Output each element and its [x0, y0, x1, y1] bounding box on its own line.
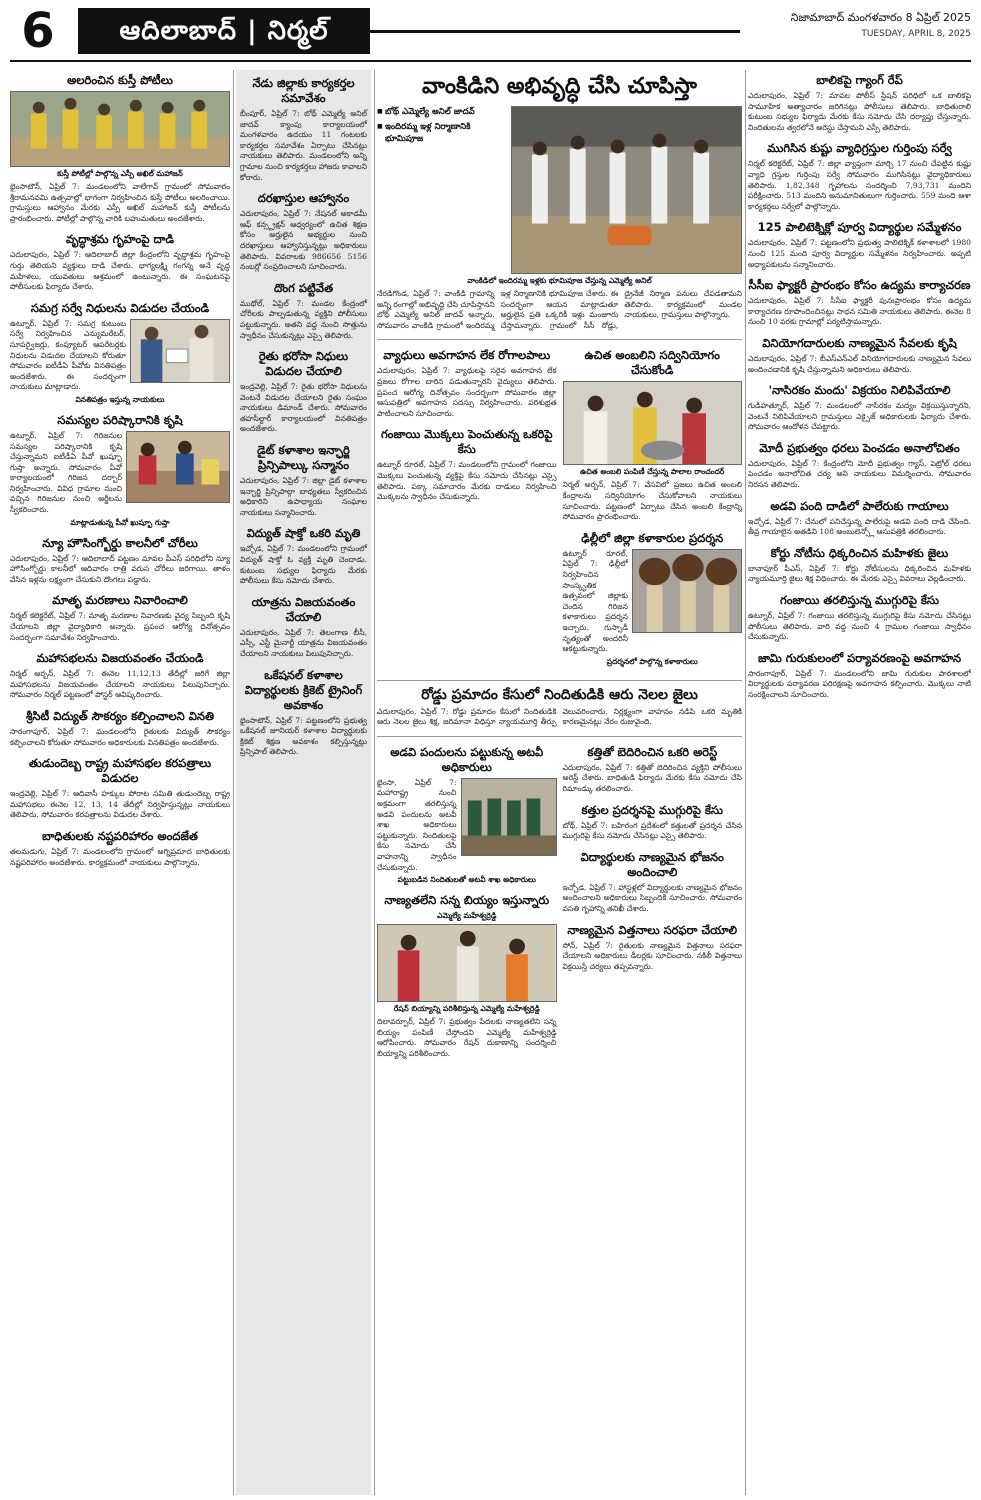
story-ganja-transport [748, 593, 971, 643]
divider [377, 680, 742, 681]
story-body: ఇంద్రవెల్లి, ఏప్రిల్ 7: రైతు భరోసా నిధులను వెంటనే విడుదల చేయాలని రైతు సంఘం నాయకులు డిమాండ్ చేశారు. సోమవారం తహసీల్దార్ కార్యాలయంలో వినతిపత్రం అందజేశారు. [240, 382, 367, 434]
story-body: నిర్మల్ కలెక్టరేట్, ఏప్రిల్ 7: మాతృ మరణాల నివారణకు వైద్య సిబ్బంది కృషి చేయాలని జిల్లా వైద్యాధికారి అన్నారు. ప్రపంచ ఆరోగ్య దినోత్సవం సందర్భంగా సమావేశం నిర్వహించారు. [10, 611, 230, 642]
headline: జామి గురుకులంలో పర్యావరణంపై అవగాహన [757, 650, 962, 665]
story-body: నిర్మల్ అర్బన్, ఏప్రిల్ 7: వేసవిలో ప్రజలు ఉచిత అంబలి కేంద్రాలను సద్వినియోగం చేసుకోవాలని నాయకులు సూచించారు. పట్టణంలో ఏర్పాటు చేసిన అంబలి కేంద్రాన్ని సోమవారం ప్రారంభించారు. [562, 480, 742, 522]
masthead-rule [370, 30, 740, 33]
story-body: ఎదులాపురం, ఏప్రిల్ 7: రోడ్డు ప్రమాదం కేసులో నిందితుడికి ఆరు నెలల జైలు శిక్ష, జరిమానా విధిస్తూ న్యాయమూర్తి తీర్పు వెలువరించారు. నిర్లక్ష్యంగా వాహనం నడిపి ఒకరి మృతికి కారణమైనట్లు నేరం రుజువైంది. [377, 706, 742, 727]
headline: ఉచిత అంబలిని సద్వినియోగం చేసుకోండి [584, 348, 721, 378]
headline: గంజాయి తరలిస్తున్న ముగ్గురిపై కేసు [780, 593, 939, 608]
headline: అడవి పందులను పట్టుకున్న అటవీ అధికారులు [390, 744, 544, 774]
brief-yatra [240, 595, 367, 660]
story-fine-rice [377, 893, 557, 1059]
story-accident-verdict [377, 686, 742, 728]
headline: మోదీ ప్రభుత్వం ధరలు పెంచడం అనాలోచితం [759, 440, 960, 455]
story-body: తలమడుగు, ఏప్రిల్ 7: మండలంలోని గ్రామంలో అగ్నిప్రమాద బాధితులకు నష్టపరిహారం అందజేశారు. కార్యక్రమంలో నాయకులు పాల్గొన్నారు. [10, 846, 230, 867]
highlight-item: ■ ఇందిరమ్మ ఇళ్ల నిర్మాణానికి భూమిపూజ [377, 121, 505, 145]
story-body: బానాపూర్ పీఎస్, ఏప్రిల్ 7: కోర్టు నోటీసులను ధిక్కరించిన మహిళకు న్యాయమూర్తి జైలు శిక్ష విధించారు. ఈ మేరకు ఎస్సై వివరాలు వెల్లడించారు. [748, 563, 971, 584]
story-body: ఎదులాపురం, ఏప్రిల్ 7: ఆదిలాబాద్ జిల్లా కేంద్రంలోని వృద్ధాశ్రమ గృహంపై గుర్తు తెలియని వ్యక్తులు దాడి చేశారు. భాగ్యలక్ష్మి గంగన్న అనే వృద్ధ మహిళలు, యువతులు ఆశ్రమంలో ఉంటున్నారు. ఈ సంఘటనపై పోలీసులకు ఫిర్యాదు చేశారు. [10, 250, 230, 292]
story-diseases [377, 348, 557, 419]
page-number: 6 [21, 3, 55, 59]
story-body: ఎదులాపురం, ఏప్రిల్ 7: బీఎస్ఎన్ఎల్ వినియోగదారులకు నాణ్యమైన సేవలు అందించడానికి కృషి చేస్తున్నామని అధికారులు తెలిపారు. [748, 353, 971, 374]
story-thefts [10, 536, 230, 586]
story-body: ఇచ్చోడ, ఏప్రిల్ 7: మండలంలోని గ్రామంలో విద్యుత్ షాక్తో ఓ వ్యక్తి మృతి చెందాడు. కుటుంబ సభ్యుల ఫిర్యాదు మేరకు పోలీసులు కేసు నమోదు చేశారు. [240, 544, 367, 586]
sub-headline: ఎమ్మెల్యే మహేశ్వర్రెడ్డి [437, 911, 497, 921]
headline: న్యూ హౌసింగ్బోర్డు కాలనీలో చోరీలు [42, 535, 198, 550]
headline: నేడు జిల్లాకు కార్యకర్తల సమావేశం [252, 76, 355, 105]
row-health-ambali [377, 345, 742, 674]
memorandum-photo [130, 319, 230, 383]
brief-thief-caught [240, 281, 367, 341]
story-body: భైంసా, ఏప్రిల్ 7: మహారాష్ట్ర నుంచి అక్రమంగా తరలిస్తున్న అడవి పందులను అటవీ శాఖ అధికారులు పట్టుకున్నారు. నిందితులపై కేసు నమోదు చేసి వాహనాన్ని స్వాధీనం చేసుకున్నారు. [377, 777, 457, 872]
column-1 [10, 70, 230, 1495]
story-delhi-artists [563, 531, 743, 667]
story-body: ముథోల్, ఏప్రిల్ 7: మండల కేంద్రంలో చోరీలకు పాల్పడుతున్న వ్యక్తిని పోలీసులు పట్టుకున్నారు. అతని వద్ద నుంచి సొత్తును స్వాధీనం చేసుకున్నట్లు ఎస్సై తెలిపారు. [240, 298, 367, 340]
headline: విద్యుత్ షాక్తో ఒకరి మృతి [246, 526, 361, 541]
headline: ఒకేషనల్ కళాశాల విద్యార్థులకు క్రికెట్ ట్రైనింగ్ అవకాశం [244, 667, 363, 712]
story-wrestling [10, 73, 230, 224]
headline: యాత్రను విజయవంతం చేయాలి [251, 594, 356, 624]
headline: సీసీఐ ఫ్యాక్టరీ ప్రారంభం కోసం ఉద్యమ కార్యాచరణ [748, 278, 971, 293]
story-body: బీంపూర్, ఏప్రిల్ 7: బోథ్ ఎమ్మెల్యే అనిల్ జాదవ్ క్యాంపు కార్యాలయంలో మంగళవారం ఉదయం 11 గంటలకు కార్యకర్తల సమావేశం ఏర్పాటు చేసినట్లు నాయకులు తెలిపారు. మండలంలోని అన్ని గ్రామాల నుంచి కార్యకర్తలు హాజరు కావాలని కోరారు. [240, 109, 367, 182]
photo-caption: రేషన్ బియ్యాన్ని పరిశీలిస్తున్న ఎమ్మెల్యే మహేశ్వర్రెడ్డి [393, 1004, 540, 1014]
forest-officials-photo [461, 778, 557, 856]
highlight-item: ■ బోథ్ ఎమ్మెల్యే అనిల్ జాదవ్ [377, 106, 505, 118]
headline: ఢిల్లీలో జిల్లా కళాకారుల ప్రదర్శన [581, 530, 724, 545]
headline: నాణ్యమైన విత్తనాలు సరఫరా చేయాలి [567, 922, 738, 937]
story-gang-rape [748, 73, 971, 133]
headline: ముగిసిన కుష్టు వ్యాధిగ్రస్తుల గుర్తింపు సర్వే [767, 141, 952, 156]
story-knife-display [563, 803, 743, 842]
story-body: ఎదులాపురం, ఏప్రిల్ 7: సీసీఐ ఫ్యాక్టరీ పునఃప్రారంభం కోసం ఉద్యమ కార్యాచరణ రూపొందించినట్లు సాధన సమితి నాయకులు తెలిపారు. ఈనెల 8 నుంచి 10 వరకు గ్రామాల్లో పర్యటిస్తామన్నారు. [748, 296, 971, 327]
lead-photo [511, 106, 742, 274]
column-divider [233, 70, 234, 1495]
po-meeting-photo [126, 431, 230, 503]
story-body: ఉట్నూర్, ఏప్రిల్ 7: గిరిజనుల సమస్యల పరిష్కారానికి కృషి చేస్తున్నామని ఐటీడీఏ పీవో ఖుష్బూ గుప్తా అన్నారు. సోమవారం పీవో కార్యాలయంలో గిరిజన దర్బార్ నిర్వహించారు. వివిధ గ్రామాల నుంచి వచ్చిన గిరిజనుల నుంచి అర్జీలను స్వీకరించారు. [10, 430, 122, 515]
headline: శ్రీసిటీ విద్యుత్ సౌకర్యం కల్పించాలని వినతి [26, 709, 214, 723]
story-body: ఎదులాపురం, ఏప్రిల్ 7: ఆదిలాబాద్ పట్టణం మావల పీఎస్ పరిధిలోని న్యూ హౌసింగ్బోర్డు కాలనీలో ఆదివారం రాత్రి వరుస చోరీలు జరిగాయి. తాళం వేసిన ఇళ్లను లక్ష్యంగా చేసుకుని దొంగలు పడ్డారు. [10, 553, 230, 584]
column-4 [748, 70, 971, 1495]
story-liquor [748, 383, 971, 433]
headline: అడవి పంది దాడిలో పాలేరుకు గాయాలు [770, 498, 949, 513]
headline: నాణ్యతలేని సన్న బియ్యం ఇస్తున్నారు [384, 893, 550, 908]
brief-diet-principal [240, 443, 367, 518]
story-bsnl [748, 336, 971, 375]
row-boars-rice [377, 742, 742, 1068]
story-body: నేరడిగొండ, ఏప్రిల్ 7: వాంకిడి గ్రామాన్ని అన్ని రంగాల్లో అభివృద్ధి చేసి చూపిస్తానని బోథ్ ఎమ్మెల్యే అనిల్ జాదవ్ అన్నారు. సోమవారం వాంకిడి గ్రామంలో ఇందిరమ్మ ఇళ్ల నిర్మాణానికి భూమిపూజ చేశారు. ఈ సందర్భంగా ఆయన మాట్లాడుతూ అర్హులైన ప్రతి ఒక్కరికీ ఇళ్లు మంజూరు చేస్తామన్నారు. గ్రామంలో సీసీ రోడ్లు, డ్రైనేజీ నిర్మాణ పనులు చేపడతామని తెలిపారు. కార్యక్రమంలో మండల నాయకులు, గ్రామస్తులు పాల్గొన్నారు. [377, 289, 742, 330]
brief-meeting [240, 76, 367, 183]
photo-caption: కుస్తీ పోటీల్లో పాల్గొన్న ఎస్పీ అఖిల్ మహాజన్ [57, 169, 183, 178]
masthead [0, 0, 981, 64]
headline: అలరించిన కుస్తీ పోటీలు [67, 73, 173, 87]
dateline [791, 10, 971, 42]
story-survey-funds [10, 301, 230, 405]
story-body: సోన్, ఏప్రిల్ 7: రైతులకు నాణ్యమైన విత్తనాలు సరఫరా చేయాలని అధికారులు డీలర్లకు సూచించారు. నకిలీ విత్తనాలు విక్రయిస్తే చర్యలు తప్పవన్నారు. [562, 940, 742, 971]
story-body: నిర్మల్ కలెక్టరేట్, ఏప్రిల్ 7: జిల్లా వ్యాప్తంగా మార్చి 17 నుంచి చేపట్టిన కుష్టు వ్యాధి గ్రస్తుల గుర్తింపు సర్వే సోమవారం ముగిసినట్లు వైద్యాధికారులు తెలిపారు. 1,82,348 గృహాలను సందర్శించి 7,93,731 మందిని పరీక్షించారు. 513 మందిని అనుమానితులుగా గుర్తించారు. 559 మంది ఆశా కార్యకర్తలు సర్వేలో పాల్గొన్నారు. [748, 159, 971, 211]
story-body: నిర్మల్ అర్బన్, ఏప్రిల్ 7: ఈనెల 11,12,13 తేదీల్లో జరిగే జిల్లా మహాసభలను విజయవంతం చేయాలని నాయకులు పిలుపునిచ్చారు. సోమవారం నిర్మల్ పట్టణంలో పోస్టర్ ఆవిష్కరించారు. [10, 669, 230, 700]
headline: బాధితులకు నష్టపరిహారం అందజేత [42, 828, 198, 843]
wrestling-photo [10, 91, 230, 167]
story-grievances [10, 413, 230, 528]
story-body: ఎదులాపురం, ఏప్రిల్ 7: మావల పోలీస్ స్టేషన్ పరిధిలో ఒక బాలికపై సామూహిక అత్యాచారం జరిగినట్లు పోలీసులు తెలిపారు. బాధితురాలి కుటుంబ సభ్యుల ఫిర్యాదు మేరకు కేసు నమోదు చేసి దర్యాప్తు చేస్తున్నారు. నిందితులను త్వరలోనే అరెస్టు చేస్తామని ఎస్పీ తెలిపారు. [748, 91, 971, 132]
photo-caption: వాంకిడిలో ఇందిరమ్మ ఇళ్లకు భూమిపూజ చేస్తున్న ఎమ్మెల్యే అనిల్ [467, 276, 652, 285]
story-wild-boars [377, 745, 557, 885]
photo-caption: పట్టుబడిన నిందితులతో అటవీ శాఖ అధికారులు [397, 875, 536, 885]
photo-caption: ప్రదర్శనలో పాల్గొన్న కళాకారులు [606, 656, 698, 666]
story-conference [10, 651, 230, 701]
photo-caption: ఉచిత అంబలి పంపిణీ చేస్తున్న పాలాల రాంచందర్ [580, 467, 725, 477]
story-body: ఉట్నూర్, ఏప్రిల్ 7: గంజాయి తరలిస్తున్న ముగ్గురిపై కేసు నమోదు చేసినట్లు పోలీసులు తెలిపారు. వారి వద్ద నుంచి 4 గ్రాముల గంజాయి స్వాధీనం చేసుకున్నారు. [748, 611, 971, 642]
story-body: ఎదులాపురం, ఏప్రిల్ 7: కేంద్రంలోని మోదీ ప్రభుత్వం గ్యాస్, పెట్రోల్ ధరలు పెంచడం అనాలోచిత చర్య అని నాయకులు విమర్శించారు. సోమవారం నిరసన తెలిపారు. [748, 458, 971, 490]
headline: రోడ్డు ప్రమాదం కేసులో నిందితుడికి ఆరు నెలల జైలు [421, 686, 698, 703]
masthead-bottom-rule [10, 60, 971, 62]
headline: వృద్ధాశ్రమ గృహంపై దాడి [65, 232, 175, 247]
story-body: ఎదులాపురం, ఏప్రిల్ 7: వ్యాధులపై సరైన అవగాహన లేక ప్రజలు రోగాల బారిన పడుతున్నారని వైద్యులు తెలిపారు. ప్రపంచ ఆరోగ్య దినోత్సవం సందర్భంగా సోమవారం జిల్లా ఆసుపత్రిలో అవగాహన సదస్సు నిర్వహించారు. పరిశుభ్రత పాటించాలని సూచించారు. [377, 366, 557, 418]
story-body: ఎదులాపురం, ఏప్రిల్ 7: కత్తితో బెదిరించిన వ్యక్తిని పోలీసులు అరెస్ట్ చేశారు. బాధితుడి ఫిర్యాదు మేరకు కేసు నమోదు చేసి రిమాండ్కు తరలించారు. [562, 762, 742, 794]
story-body: ఇచ్చోడ, ఏప్రిల్ 7: హాస్టళ్లలో విద్యార్థులకు నాణ్యమైన భోజనం అందించాలని అధికారులు సిబ్బందికి సూచించారు. సోమవారం వసతి గృహాన్ని తనిఖీ చేశారు. [562, 882, 742, 914]
story-body: ఎదులాపురం, ఏప్రిల్ 7: పట్టణంలోని ప్రభుత్వ పాలిటెక్నిక్ కళాశాలలో 1980 నుంచి 125 మంది పూర్వ విద్యార్థుల సమ్మేళనం నిర్వహించారు. అప్పటి అధ్యాపకులను సన్మానించారు. [748, 238, 971, 269]
headline: కత్తుల ప్రదర్శనపై ముగ్గురిపై కేసు [581, 802, 723, 817]
artists-photo [632, 549, 742, 633]
column-divider [745, 70, 746, 1495]
column-3 [377, 70, 742, 1495]
story-hostel-food [563, 850, 743, 915]
lead-story [377, 72, 742, 331]
story-body: గుడిహత్నూర్, ఏప్రిల్ 7: మండలంలో నాసిరకం మద్యం విక్రయిస్తున్నారని, వెంటనే నిలిపివేయాలని గ్రామస్తులు ఎక్సైజ్ అధికారులకు ఫిర్యాదు చేశారు. సోమవారం ఆందోళన చేపట్టారు. [748, 401, 971, 432]
headline: వ్యాధులు అవగాహన లేక రోగాలపాలు [383, 348, 551, 363]
story-environment [748, 651, 971, 701]
headline: తుడుందెబ్బ రాష్ట్ర మహాసభల కరపత్రాలు విడుదల [28, 756, 212, 786]
story-body: ఎదులాపురం, ఏప్రిల్ 7: జిల్లా డైట్ కళాశాల ఇన్ఛార్జి ప్రిన్సిపాల్గా బాధ్యతలు స్వీకరించిన అధికారిని ఉపాధ్యాయ సంఘాల నాయకులు సన్మానించారు. [240, 476, 367, 517]
brief-electric-shock [240, 526, 367, 586]
story-body: ఎదులాపురం, ఏప్రిల్ 7: తెలంగాణ బీసీ, ఎస్సీ, ఎస్టీ మైనార్టీ యాత్రను విజయవంతం చేయాలని నాయకులు పిలుపునిచ్చారు. [240, 627, 367, 658]
story-boar-attack [748, 499, 971, 538]
story-seeds [563, 923, 743, 973]
story-alumni [748, 220, 971, 270]
brief-rythu-bharosa [240, 349, 367, 435]
story-cci-factory [748, 278, 971, 328]
headline: బాలికపై గ్యాంగ్ రేప్ [816, 73, 903, 87]
story-body: సారంగాపూర్, ఏప్రిల్ 7: మండలంలోని రైతులకు విద్యుత్ సౌకర్యం కల్పించాలని కోరుతూ సోమవారం అధికారులకు వినతిపత్రం అందజేశారు. [10, 727, 230, 747]
story-tudumdebba [10, 756, 230, 821]
brief-cricket [240, 668, 367, 758]
story-leprosy-survey [748, 141, 971, 212]
story-ganja-plants [377, 427, 557, 502]
photo-caption: వినతిపత్రం ఇస్తున్న నాయకులు [75, 394, 165, 404]
headline: గంజాయి మొక్కలు పెంచుతున్న ఒకరిపై కేసు [380, 427, 553, 457]
story-court-notice [748, 546, 971, 585]
story-body: ఇచ్చోడ, ఏప్రిల్ 7: చేనులో పనిచేస్తున్న పాలేరుపై అడవి పంది దాడి చేసింది. తీవ్ర గాయాలైన అతడిని 108 అంబులెన్స్లో ఆసుపత్రికి తరలించారు. [748, 516, 971, 537]
headline: కత్తితో బెదిరించిన ఒకరి అరెస్ట్ [587, 744, 718, 759]
headline: కోర్టు నోటీసు ధిక్కరించిన మహిళకు జైలు [770, 545, 949, 560]
column-divider [374, 70, 375, 1495]
story-electricity [10, 709, 230, 748]
ambali-photo [563, 381, 743, 465]
story-oldage-home [10, 232, 230, 292]
photo-caption: మాట్లాడుతున్న పీవో ఖుష్బూ గుప్తా [70, 517, 170, 527]
divider [377, 736, 742, 737]
headline: డైట్ కళాశాల ఇన్ఛార్జి ప్రిన్సిపాల్కు సన్మానం [257, 443, 350, 473]
story-body: ఉట్నూర్ రూరల్, ఏప్రిల్ 7: ఢిల్లీలో నిర్వహించిన సాంస్కృతిక ఉత్సవంలో జిల్లాకు చెందిన గిరిజన కళాకారులు ప్రదర్శన ఇచ్చారు. గుస్సాడీ నృత్యంతో అందరినీ ఆకట్టుకున్నారు. [562, 548, 628, 654]
story-body: ఎదులాపురం, ఏప్రిల్ 7: నేషనల్ అకాడమీ ఆఫ్ కన్స్ట్రక్షన్ ఆధ్వర్యంలో ఉచిత శిక్షణ కోసం అర్హులైన అభ్యర్థుల నుంచి దరఖాస్తులు ఆహ్వానిస్తున్నట్లు అధికారులు తెలిపారు. వివరాలకు 986656 5156 నంబర్లో సంప్రదించాలని సూచించారు. [240, 209, 367, 272]
headline: విద్యార్థులకు నాణ్యమైన భోజనం అందించాలి [580, 849, 724, 879]
headline: సమగ్ర సర్వే నిధులను విడుదల చేయండి [30, 300, 210, 315]
lead-highlights [377, 106, 505, 274]
story-knife-arrest [563, 745, 743, 795]
headline: దరఖాస్తుల ఆహ్వానం [257, 191, 350, 206]
story-body: భైంసాటౌన్, ఏప్రిల్ 7: పట్టణంలోని ప్రభుత్వ ఒకేషనల్ జూనియర్ కళాశాల విద్యార్థులకు క్రికెట్ శిక్షణ అవకాశం కల్పిస్తున్నట్లు ప్రిన్సిపాల్ తెలిపారు. [240, 715, 367, 757]
story-body: భైంసాటౌన్, ఏప్రిల్ 7: మండలంలోని వాలేగావ్ గ్రామంలో సోమవారం శ్రీరామనవమి ఉత్సవాల్లో భాగంగా నిర్వహించిన కుస్తీ పోటీలు అలరించాయి. గ్రామస్తులు ఆహ్వానం మేరకు ఎస్పీ అఖిల్ మహాజన్ కుస్తీ పోటీలను ప్రారంభించారు. పోటీల్లో పాల్గొన్న వారికి బహుమతులు అందజేశారు. [10, 182, 230, 223]
headline: 125 పాలిటెక్నిక్లో పూర్వ విద్యార్థుల సమ్మేళనం [757, 220, 962, 235]
story-body: ఉట్నూర్, ఏప్రిల్ 7: సమగ్ర కుటుంబ సర్వే నిర్వహించిన ఎన్యుమరేటర్, సూపర్వైజర్లు, కంప్యూటర్ ఆపరేటర్లకు నిధులను విడుదల చేయాలని కోరుతూ సోమవారం ఐటీడీఏ పీవోకు వినతిపత్రం అందజేశారు. ఈ సందర్భంగా నాయకులు మాట్లాడారు. [10, 318, 126, 392]
headline: మహాసభలను విజయవంతం చేయండి [36, 651, 204, 666]
headline: రైతు భరోసా నిధులు విడుదల చేయాలి [258, 349, 349, 379]
headline: 'నాసిరకం మందు' విక్రయం నిలిపివేయాలి [768, 383, 951, 398]
story-body: సారంగాపూర్, ఏప్రిల్ 7: మండలంలోని జామి గురుకుల పాఠశాలలో విద్యార్థులకు పర్యావరణ పరిరక్షణపై అవగాహన కల్పించారు. మొక్కలు నాటి సంరక్షించాలని సూచించారు. [748, 668, 971, 699]
ration-photo [377, 924, 557, 1002]
lead-top [377, 106, 742, 274]
column-2-briefs [236, 70, 371, 1495]
headline: సమస్యల పరిష్కారానికి కృషి [57, 412, 183, 427]
headline: వినియోగదారులకు నాణ్యమైన సేవలకు కృషి [762, 335, 957, 350]
story-body: ఇంద్రవెల్లి, ఏప్రిల్ 7: ఆదివాసీ హక్కుల పోరాట సమితి తుడుందెబ్బ రాష్ట్ర మహాసభలు ఈనెల 12, 13, 14 తేదీల్లో నిర్వహిస్తున్నట్లు నాయకులు తెలిపారు. సోమవారం కరపత్రాలను విడుదల చేశారు. [10, 789, 230, 820]
date-telugu: నిజామాబాద్ మంగళవారం 8 ఏప్రిల్ 2025 [790, 11, 971, 24]
story-compensation [10, 829, 230, 868]
date-english: TUESDAY, APRIL 8, 2025 [861, 29, 971, 39]
headline: దొంగ పట్టివేత [273, 280, 334, 295]
story-body: దిలావర్పూర్, ఏప్రిల్ 7: ప్రభుత్వం పేదలకు నాణ్యతలేని సన్న బియ్యం పంపిణీ చేస్తోందని ఎమ్మెల్యే మహేశ్వర్రెడ్డి ఆరోపించారు. సోమవారం రేషన్ దుకాణాన్ని సందర్శించి బియ్యాన్ని పరిశీలించారు. [377, 1017, 557, 1058]
story-maternal-deaths [10, 593, 230, 643]
story-body: బోథ్, ఏప్రిల్ 7: బహిరంగ ప్రదేశంలో కత్తులతో ప్రదర్శన చేసిన ముగ్గురిపై కేసు నమోదు చేసినట్లు ఎస్సై తెలిపారు. [562, 820, 742, 841]
story-price-hike [748, 441, 971, 491]
edition-title: ఆదిలాబాద్ | నిర్మల్ [78, 8, 370, 54]
brief-applications [240, 191, 367, 273]
divider [377, 339, 742, 340]
headline: మాతృ మరణాలు నివారించాలి [52, 593, 188, 608]
story-ambali [563, 348, 743, 522]
lead-headline: వాంకిడిని అభివృద్ధి చేసి చూపిస్తా [422, 74, 697, 99]
story-body: ఉట్నూర్ రూరల్, ఏప్రిల్ 7: మండలంలోని గ్రామంలో గంజాయి మొక్కలు పెంచుతున్న వ్యక్తిపై కేసు నమోదు చేసినట్లు ఎస్సై తెలిపారు. పక్కా సమాచారం మేరకు దాడులు నిర్వహించి మొక్కలను స్వాధీనం చేసుకున్నారు. [377, 460, 557, 502]
